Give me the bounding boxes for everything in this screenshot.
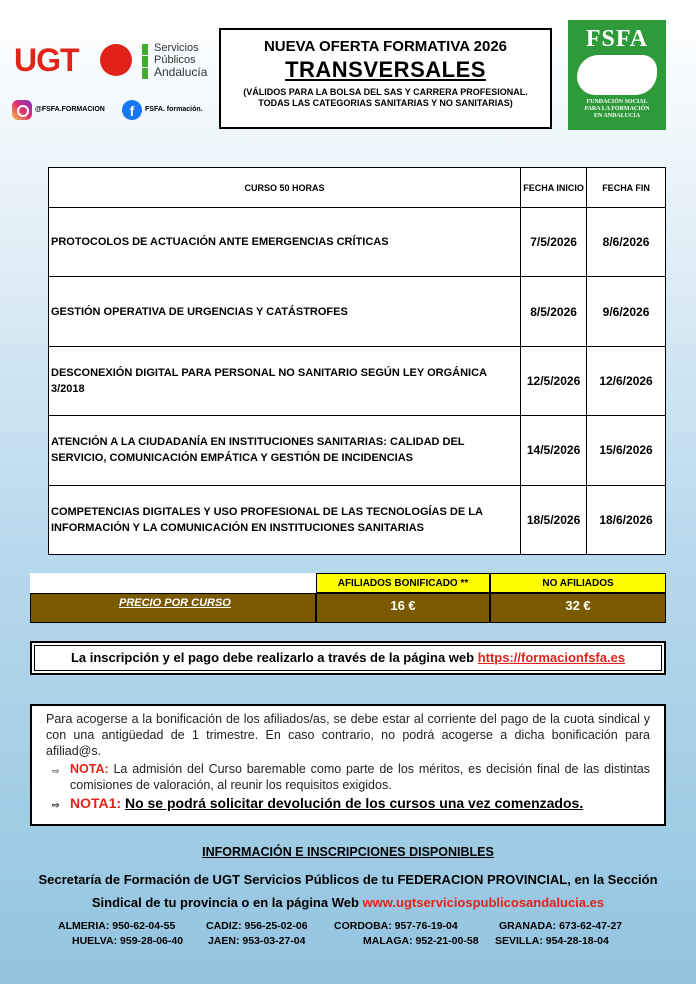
note1 (46, 795, 650, 811)
phone-almeria: ALMERIA: 950-62-04-55 (58, 920, 176, 932)
course-start-date: 12/5/2026 (521, 346, 587, 415)
phone-row (58, 919, 658, 934)
course-start-date: 18/5/2026 (521, 485, 587, 554)
info-line1: Secretaría de Formación de UGT Servicios Públicos de tu FEDERACION PROVINCIAL, en la Sección (38, 872, 658, 887)
instagram-icon[interactable] (12, 100, 32, 120)
handshake-icon (100, 44, 132, 76)
registration-notice (30, 641, 666, 675)
table-row (49, 346, 666, 415)
fsfa-logo (568, 20, 666, 130)
phone-jaen: JAEN: 953-03-27-04 (208, 935, 306, 947)
arrow-right-icon: ⇨ (52, 766, 60, 776)
note-text: La admisión del Curso baremable como parte de los méritos, es decisión final de las distintas comisiones de valoración, al reunir los requisitos exigidos. (70, 762, 650, 792)
course-name: PROTOCOLOS DE ACTUACIÓN ANTE EMERGENCIAS CRÍTICAS (49, 208, 521, 277)
table-header-row (49, 168, 666, 208)
facebook-icon[interactable]: f (122, 100, 142, 120)
registration-link[interactable]: https://formacionfsfa.es (477, 650, 626, 665)
price-non-affiliated: 32 € (490, 593, 666, 623)
note-tag: NOTA: (70, 762, 109, 776)
notes-box (30, 704, 666, 826)
course-end-date: 12/6/2026 (587, 346, 666, 415)
price-affiliated: 16 € (316, 593, 490, 623)
page-subtitle: TRANSVERSALES (285, 57, 486, 82)
price-label: PRECIO POR CURSO (30, 593, 316, 623)
title-note: (VÁLIDOS PARA LA BOLSA DEL SAS Y CARRERA PROFESIONAL. TODAS LAS CATEGORIAS SANITARIAS Y NO SANITARIAS) (243, 87, 528, 108)
column-header-course: CURSO 50 HORAS (49, 168, 521, 208)
info-line2: Sindical de tu provincia o en la página Web www.ugtserviciospublicosandalucia.es (91, 895, 605, 910)
ugt-logo (14, 42, 214, 82)
course-start-date: 14/5/2026 (521, 416, 587, 485)
phone-list (58, 919, 658, 949)
course-end-date: 15/6/2026 (587, 416, 666, 485)
price-table (30, 573, 666, 623)
instagram-handle[interactable]: @FSFA.FORMACION (35, 106, 105, 113)
note (46, 761, 650, 793)
phone-sevilla: SEVILLA: 954-28-18-04 (495, 935, 609, 947)
fsfa-subtitle: FUNDACIÓN SOCIAL PARA LA FORMACIÓN EN ANDALUCÍA (584, 99, 650, 119)
column-header-end: FECHA FIN (587, 168, 666, 208)
ugt-logo-text: UGT (14, 42, 79, 78)
phone-granada: GRANADA: 673-62-47-27 (499, 920, 623, 932)
phone-row (58, 934, 658, 949)
info-web-link[interactable]: www.ugtserviciospublicosandalucia.es (362, 895, 605, 910)
course-start-date: 7/5/2026 (521, 208, 587, 277)
social-links (12, 100, 212, 122)
price-header-non-affiliated: NO AFILIADOS (490, 573, 666, 593)
course-name: ATENCIÓN A LA CIUDADANÍA EN INSTITUCIONES SANITARIAS: CALIDAD DEL SERVICIO, COMUNICACIÓN EMPÁTICA Y GESTIÓN DE INCIDENCIAS (49, 416, 521, 485)
arrow-right-icon: ⇨ (52, 800, 60, 810)
column-header-start: FECHA INICIO (521, 168, 587, 208)
phone-cadiz: CADIZ: 956-25-02-06 (206, 920, 308, 932)
table-row (49, 277, 666, 346)
facebook-handle[interactable]: FSFA. formación. (145, 106, 203, 113)
note1-text: No se podrá solicitar devolución de los cursos una vez comenzados. (124, 795, 584, 811)
phone-huelva: HUELVA: 959-28-06-40 (72, 935, 184, 947)
phone-malaga: MALAGA: 952-21-00-58 (363, 935, 479, 947)
fsfa-logo-text: FSFA (585, 26, 649, 52)
course-name: COMPETENCIAS DIGITALES Y USO PROFESIONAL DE LAS TECNOLOGÍAS DE LA INFORMACIÓN Y LA COMUNICACIÓN EN INSTITUCIONES SANITARIAS (49, 485, 521, 554)
table-row (49, 416, 666, 485)
course-name: DESCONEXIÓN DIGITAL PARA PERSONAL NO SANITARIO SEGÚN LEY ORGÁNICA 3/2018 (49, 346, 521, 415)
course-start-date: 8/5/2026 (521, 277, 587, 346)
table-row (49, 485, 666, 554)
phone-cordoba: CORDOBA: 957-76-19-04 (334, 920, 458, 932)
registration-text: La inscripción y el pago debe realizarlo a través de la página web (70, 650, 478, 665)
course-end-date: 8/6/2026 (587, 208, 666, 277)
course-end-date: 18/6/2026 (587, 485, 666, 554)
info-title: INFORMACIÓN E INSCRIPCIONES DISPONIBLES (202, 845, 494, 859)
price-header-affiliated: AFILIADOS BONIFICADO ** (316, 573, 490, 593)
course-name: GESTIÓN OPERATIVA DE URGENCIAS Y CATÁSTROFES (49, 277, 521, 346)
note1-tag: NOTA1: (70, 795, 122, 811)
course-end-date: 9/6/2026 (587, 277, 666, 346)
discount-conditions: Para acogerse a la bonificación de los afiliados/as, se debe estar al corriente del pago de la cuota sindical y con una antigüedad de 1 trimestre. En caso contrario, no podrá acogerse a dicha bonificación para afiliad@s. (46, 712, 650, 758)
title-box (219, 28, 552, 129)
page-title: NUEVA OFERTA FORMATIVA 2026 (263, 38, 508, 55)
table-row (49, 208, 666, 277)
course-table (48, 167, 666, 555)
andalucia-map-icon (577, 55, 657, 95)
servicios-publicos-bars-icon (142, 44, 148, 78)
servicios-publicos-text: Servicios Públicos Andalucía (154, 42, 208, 79)
